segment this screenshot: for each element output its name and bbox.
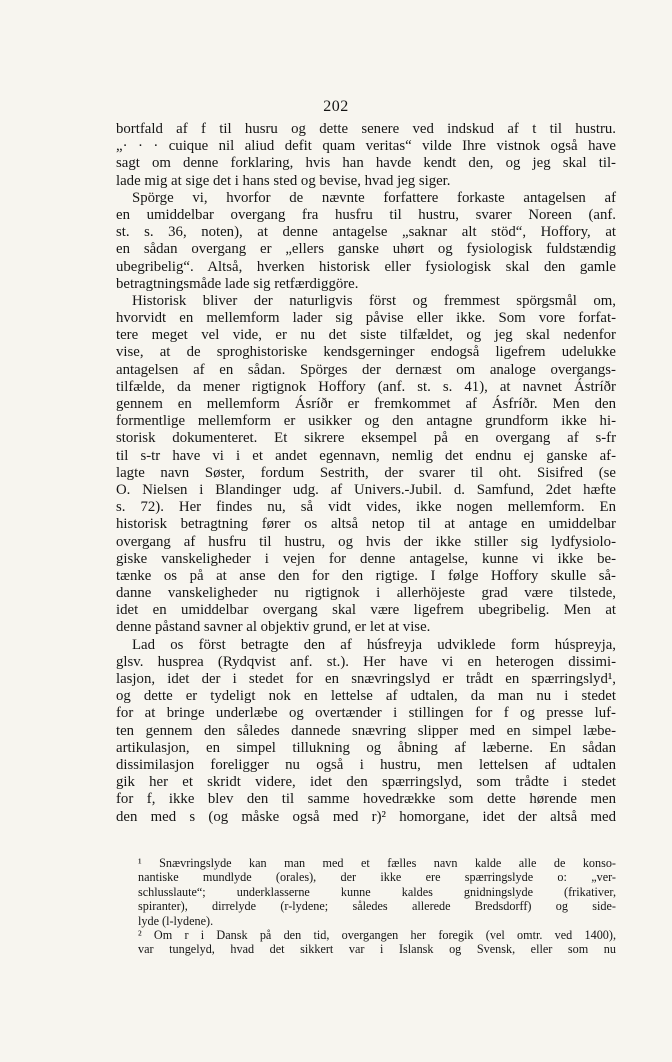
text-line: for f, ikke blev den til samme hovedrække som dette hørende men xyxy=(116,791,616,808)
text-line: antagelsen af en sådan. Spörges der dernæst om analoge overgangs- xyxy=(116,361,616,378)
footnote-line: nantiske mundlyde (orales), der ikke ere spærringslyde o: „ver- xyxy=(138,870,616,885)
text-line: og dette er tydeligt nok en lettelse af udtalen, da man nu i stedet xyxy=(116,688,616,705)
text-line: storisk dokumenteret. Et sikrere eksempel på en overgang af s-fr xyxy=(116,430,616,447)
text-line: Spörge vi, hvorfor de nævnte forfattere forkaste antagelsen af xyxy=(132,189,616,206)
main-text xyxy=(116,121,616,826)
text-line: en umiddelbar overgang fra husfru til hustru, svarer Noreen (anf. xyxy=(116,206,616,223)
page-number: 202 xyxy=(323,98,349,115)
text-line: hvorvidt en mellemform lader sig påvise eller ikke. Som vore forfat- xyxy=(116,310,616,327)
text-line: gik her et skridt videre, idet den spærringslyd, som trådte i stedet xyxy=(116,774,616,791)
text-line: tere meget vel vide, er nu det siste tilfældet, og jeg skal nedenfor xyxy=(116,327,616,344)
text-line: „· · · cuique nil aliud defit quam veritas“ vilde Ihre vistnok også have xyxy=(116,138,616,155)
text-line: overgang af husfru til hustru, og hvis der ikke stiller sig lydfysiolo- xyxy=(116,533,616,550)
text-line: formentlige mellemform er usikker og den antagne grundform ikke hi- xyxy=(116,413,616,430)
text-line: lade mig at sige det i hans sted og bevise, hvad jeg siger. xyxy=(116,172,451,189)
text-line: betragtningsmåde lade sig retfærdiggöre. xyxy=(116,275,359,292)
text-line: den med s (og måske også med r)² homorgane, idet der altså med xyxy=(116,808,616,825)
text-line: idet en umiddelbar overgang skal være ligefrem ubegribelig. Men at xyxy=(116,602,616,619)
text-line: til s-tr have vi i et andet egennavn, nemlig det endnu ej ganske af- xyxy=(116,447,616,464)
text-line: ubegribelig“. Altså, hverken historisk eller fysiologisk skal den gamle xyxy=(116,258,616,275)
text-line: en sådan overgang er „ellers ganske uhørt og fysiologisk fuldstændig xyxy=(116,241,616,258)
text-line: danne vanskeligheder nu rigtignok i allerhöjeste grad være tilstede, xyxy=(116,585,616,602)
text-line: dissimilasjon foreligger nu også i hustru, men lettelsen af udtalen xyxy=(116,756,616,773)
text-line: gennem en mellemform Ásríðr er fremkommet af Ásfríðr. Men den xyxy=(116,396,616,412)
text-line: giske vanskeligheder i vejen for denne antagelse, kunne vi ikke be- xyxy=(116,550,616,567)
text-line: ten gennem den således dannede snævring slipper med en simpel læbe- xyxy=(116,722,616,739)
footnotes xyxy=(116,856,616,957)
text-line: sagt om denne forklaring, hvis han havde kendt den, og jeg skal til- xyxy=(116,155,616,172)
text-line: tilfælde, da mener rigtignok Hoffory (anf. st. s. 41), at navnet Ástríðr xyxy=(116,378,616,395)
text-line: glsv. husprea (Rydqvist anf. st.). Her have vi en heterogen dissimi- xyxy=(116,653,616,670)
footnote-line: schlusslaute“; underklasserne kunne kaldes gnidningslyde (frikativer, xyxy=(138,884,616,899)
text-line: historisk betragtning fører os altså netop til at antage en umiddelbar xyxy=(116,516,616,533)
text-line: bortfald af f til husru og dette senere ved indskud af t til hustru. xyxy=(116,121,616,137)
footnote-line: spiranter), dirrelyde (r-lydene; således allerede Bredsdorff) og side- xyxy=(138,899,616,914)
text-line: artikulasjon, en simpel tillukning og åbning af læberne. En sådan xyxy=(116,739,616,756)
text-line: lagte navn Søster, fordum Sestrith, der svarer til oht. Sisifred (se xyxy=(116,464,616,481)
text-line: vise, at de sproghistoriske kendsgerninger endogså ligefrem udelukke xyxy=(116,344,616,361)
text-line: lasjon, idet der i stedet for en snævringslyd er trådt en spærringslyd¹, xyxy=(116,671,616,687)
text-line: O. Nielsen i Blandinger udg. af Univers.-Jubil. d. Samfund, 2det hæfte xyxy=(116,481,616,498)
footnote-line: ² Om r i Dansk på den tid, overgangen her foregik (vel omtr. ved 1400), xyxy=(138,927,616,942)
footnote-line: var tungelyd, hvad det sikkert var i Islansk og Svensk, eller som nu xyxy=(138,942,616,957)
text-line: s. 72). Her findes nu, så vidt vides, ikke nogen mellemform. En xyxy=(116,499,616,516)
text-line: Lad os först betragte den af húsfreyja udviklede form húspreyja, xyxy=(132,636,616,653)
text-line: tænke os på at anse den for den rigtige. I følge Hoffory skulle så- xyxy=(116,567,616,584)
text-line: denne påstand savner al objektiv grund, er let at vise. xyxy=(116,619,431,636)
text-line: Historisk bliver der naturligvis först og fremmest spörgsmål om, xyxy=(132,292,616,309)
text-line: st. s. 36, noten), at denne antagelse „saknar alt stöd“, Hoffory, at xyxy=(116,224,616,241)
footnote-line: lyde (l-lydene). xyxy=(138,913,214,928)
text-line: for at bringe underlæbe og overtænder i stillingen for f og presse luf- xyxy=(116,705,616,722)
footnote-line: ¹ Snævringslyde kan man med et fælles navn kalde alle de konso- xyxy=(138,856,616,870)
